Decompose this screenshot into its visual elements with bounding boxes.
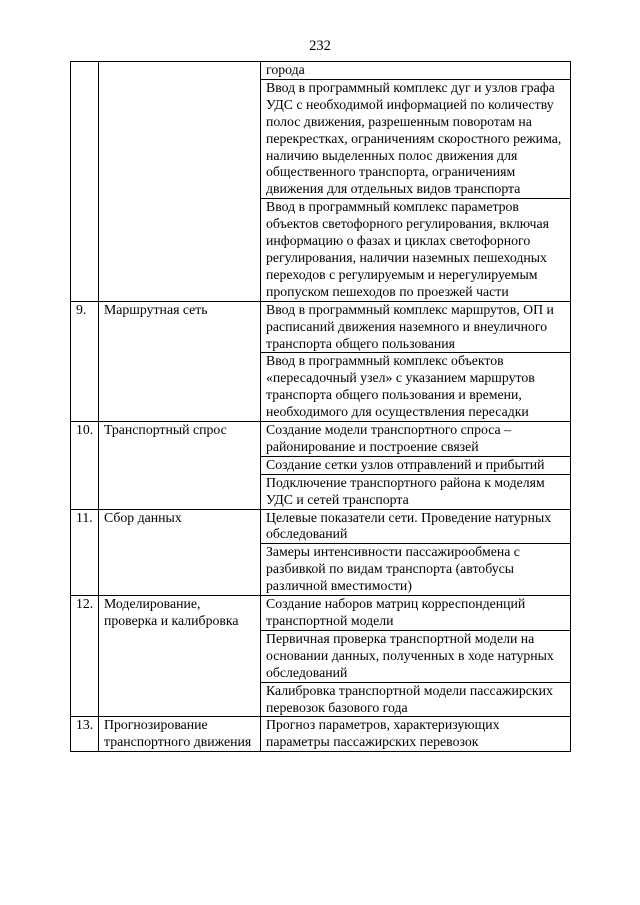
task-cell: Подключение транспортного района к моделям УДС и сетей транспорта xyxy=(261,474,571,509)
task-cell: Ввод в программный комплекс параметров объектов светофорного регулирования, включая информацию о фазах и циклах светофорного регулирования, наличии наземных пешеходных переходов с регулируемым и нерегулируемым пропуском пешеходов по проезжей части xyxy=(261,199,571,301)
stage-name: Моделирование, проверка и калибровка xyxy=(99,596,261,717)
row-number: 10. xyxy=(71,422,99,510)
task-cell: Ввод в программный комплекс дуг и узлов графа УДС с необходимой информацией по количеству полос движения, разрешенным поворотам на перекрестках, ограничениям скоростного режима, наличию выделенных полос движения для общественного транспорта, ограничениям движения для отдельных видов транспорта xyxy=(261,79,571,198)
table-row xyxy=(71,596,571,631)
row-number: 9. xyxy=(71,301,99,421)
task-cell: Ввод в программный комплекс объектов «пересадочный узел» с указанием маршрутов транспорта общего пользования и времени, необходимого для осуществления пересадки xyxy=(261,353,571,422)
row-number: 13. xyxy=(71,717,99,752)
table-row xyxy=(71,717,571,752)
task-cell: Прогноз параметров, характеризующих параметры пассажирских перевозок xyxy=(261,717,571,752)
table-row xyxy=(71,422,571,457)
task-cell: Создание сетки узлов отправлений и прибытий xyxy=(261,456,571,474)
tasks-table xyxy=(70,61,571,752)
task-cell: города xyxy=(261,62,571,80)
page-number: 232 xyxy=(309,38,331,54)
stage-name: Сбор данных xyxy=(99,509,261,596)
table-row xyxy=(71,509,571,544)
task-cell: Целевые показатели сети. Проведение натурных обследований xyxy=(261,509,571,544)
task-cell: Создание модели транспортного спроса – районирование и построение связей xyxy=(261,422,571,457)
table-row xyxy=(71,62,571,80)
stage-name xyxy=(99,62,261,302)
stage-name: Маршрутная сеть xyxy=(99,301,261,421)
task-cell: Создание наборов матриц корреспонденций транспортной модели xyxy=(261,596,571,631)
stage-name: Прогнозирование транспортного движения xyxy=(99,717,261,752)
row-number xyxy=(71,62,99,302)
task-cell: Калибровка транспортной модели пассажирских перевозок базового года xyxy=(261,682,571,717)
row-number: 12. xyxy=(71,596,99,717)
task-cell: Ввод в программный комплекс маршрутов, ОП и расписаний движения наземного и внеуличного транспорта общего пользования xyxy=(261,301,571,353)
task-cell: Первичная проверка транспортной модели на основании данных, полученных в ходе натурных обследований xyxy=(261,630,571,682)
table-row xyxy=(71,301,571,353)
row-number: 11. xyxy=(71,509,99,596)
task-cell: Замеры интенсивности пассажирообмена с разбивкой по видам транспорта (автобусы различной вместимости) xyxy=(261,544,571,596)
stage-name: Транспортный спрос xyxy=(99,422,261,510)
